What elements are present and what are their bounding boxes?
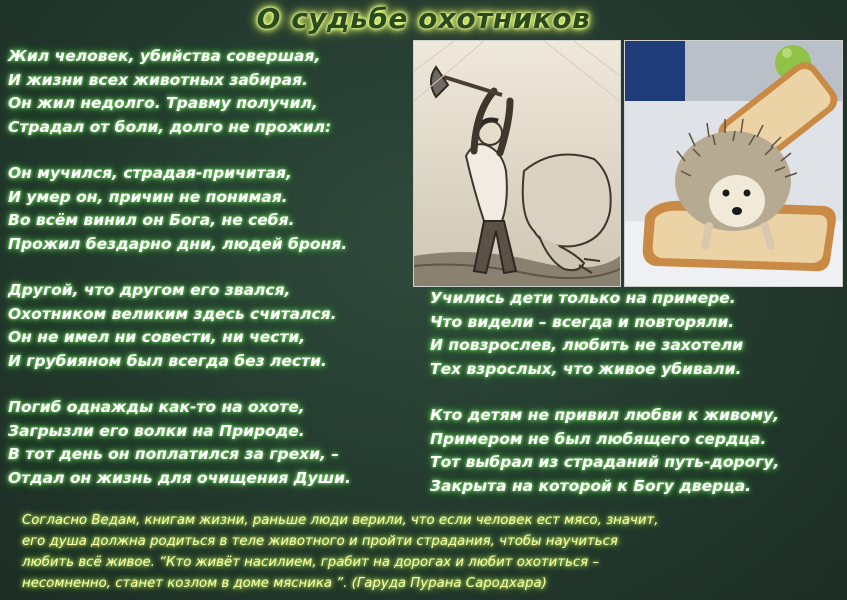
quote-line: Согласно Ведам, книгам жизни, раньше люди верили, что если человек ест мясо, значит, <box>22 513 659 528</box>
quote-line: любить всё живое. “Кто живёт насилием, грабит на дорогах и любит охотиться – <box>22 555 600 570</box>
poem-line: Он не имел ни совести, ни чести, <box>8 328 306 346</box>
poem-line: И жизни всех животных забирая. <box>8 70 308 89</box>
poem-line: Кто детям не привил любви к живому, <box>430 406 780 424</box>
poem-line: В тот день он поплатился за грехи, – <box>8 445 339 463</box>
poem-line: Учились дети только на примере. <box>430 289 736 307</box>
hunter-engraving-image <box>414 41 620 286</box>
poem-line: И грубияном был всегда без лести. <box>8 351 327 370</box>
hedgehog-bread-image <box>625 41 842 286</box>
poem-line: Охотником великим здесь считался. <box>8 304 337 323</box>
stanza-3 <box>8 279 351 373</box>
poem-line: Жил человек, убийства совершая, <box>8 47 321 65</box>
stanza-4 <box>8 396 351 490</box>
stanza-6 <box>430 404 779 498</box>
quote-line: его душа должна родиться в теле животного и пройти страдания, чтобы научиться <box>22 534 618 549</box>
vedic-quote <box>22 510 832 594</box>
stanza-5 <box>430 287 779 381</box>
right-poem <box>430 287 779 498</box>
poem-line: И повзрослев, любить не захотели <box>430 336 744 354</box>
stanza-1 <box>8 45 351 139</box>
poem-line: Другой, что другом его звался, <box>8 281 291 299</box>
poem-line: Загрызли его волки на Природе. <box>8 421 305 440</box>
poem-line: Страдал от боли, долго не прожил: <box>8 117 332 136</box>
poem-line: Погиб однажды как-то на охоте, <box>8 398 305 416</box>
poem-line: Примером не был любящего сердца. <box>430 429 767 448</box>
quote-line: несомненно, станет козлом в доме мясника ”. (Гаруда Пурана Сародхара) <box>22 576 547 591</box>
poem-line: Отдал он жизнь для очищения Души. <box>8 468 351 487</box>
poem-line: Он мучился, страдая-причитая, <box>8 164 292 182</box>
poem-line: Закрыта на которой к Богу дверца. <box>430 476 752 495</box>
poem-line: Тот выбрал из страданий путь-дорогу, <box>430 453 780 471</box>
hedgehog-photo <box>624 40 843 287</box>
stanza-2 <box>8 162 351 256</box>
poem-line: Прожил бездарно дни, людей броня. <box>8 234 348 253</box>
poem-line: И умер он, причин не понимая. <box>8 187 288 206</box>
poem-line: Тех взрослых, что живое убивали. <box>430 359 742 378</box>
poem-line: Он жил недолго. Травму получил, <box>8 94 318 112</box>
hunter-illustration <box>413 40 621 287</box>
poem-line: Во всём винил он Бога, не себя. <box>8 211 295 229</box>
poem-line: Что видели – всегда и повторяли. <box>430 312 735 331</box>
page-title: О судьбе охотников <box>256 2 591 35</box>
left-poem <box>8 45 351 490</box>
